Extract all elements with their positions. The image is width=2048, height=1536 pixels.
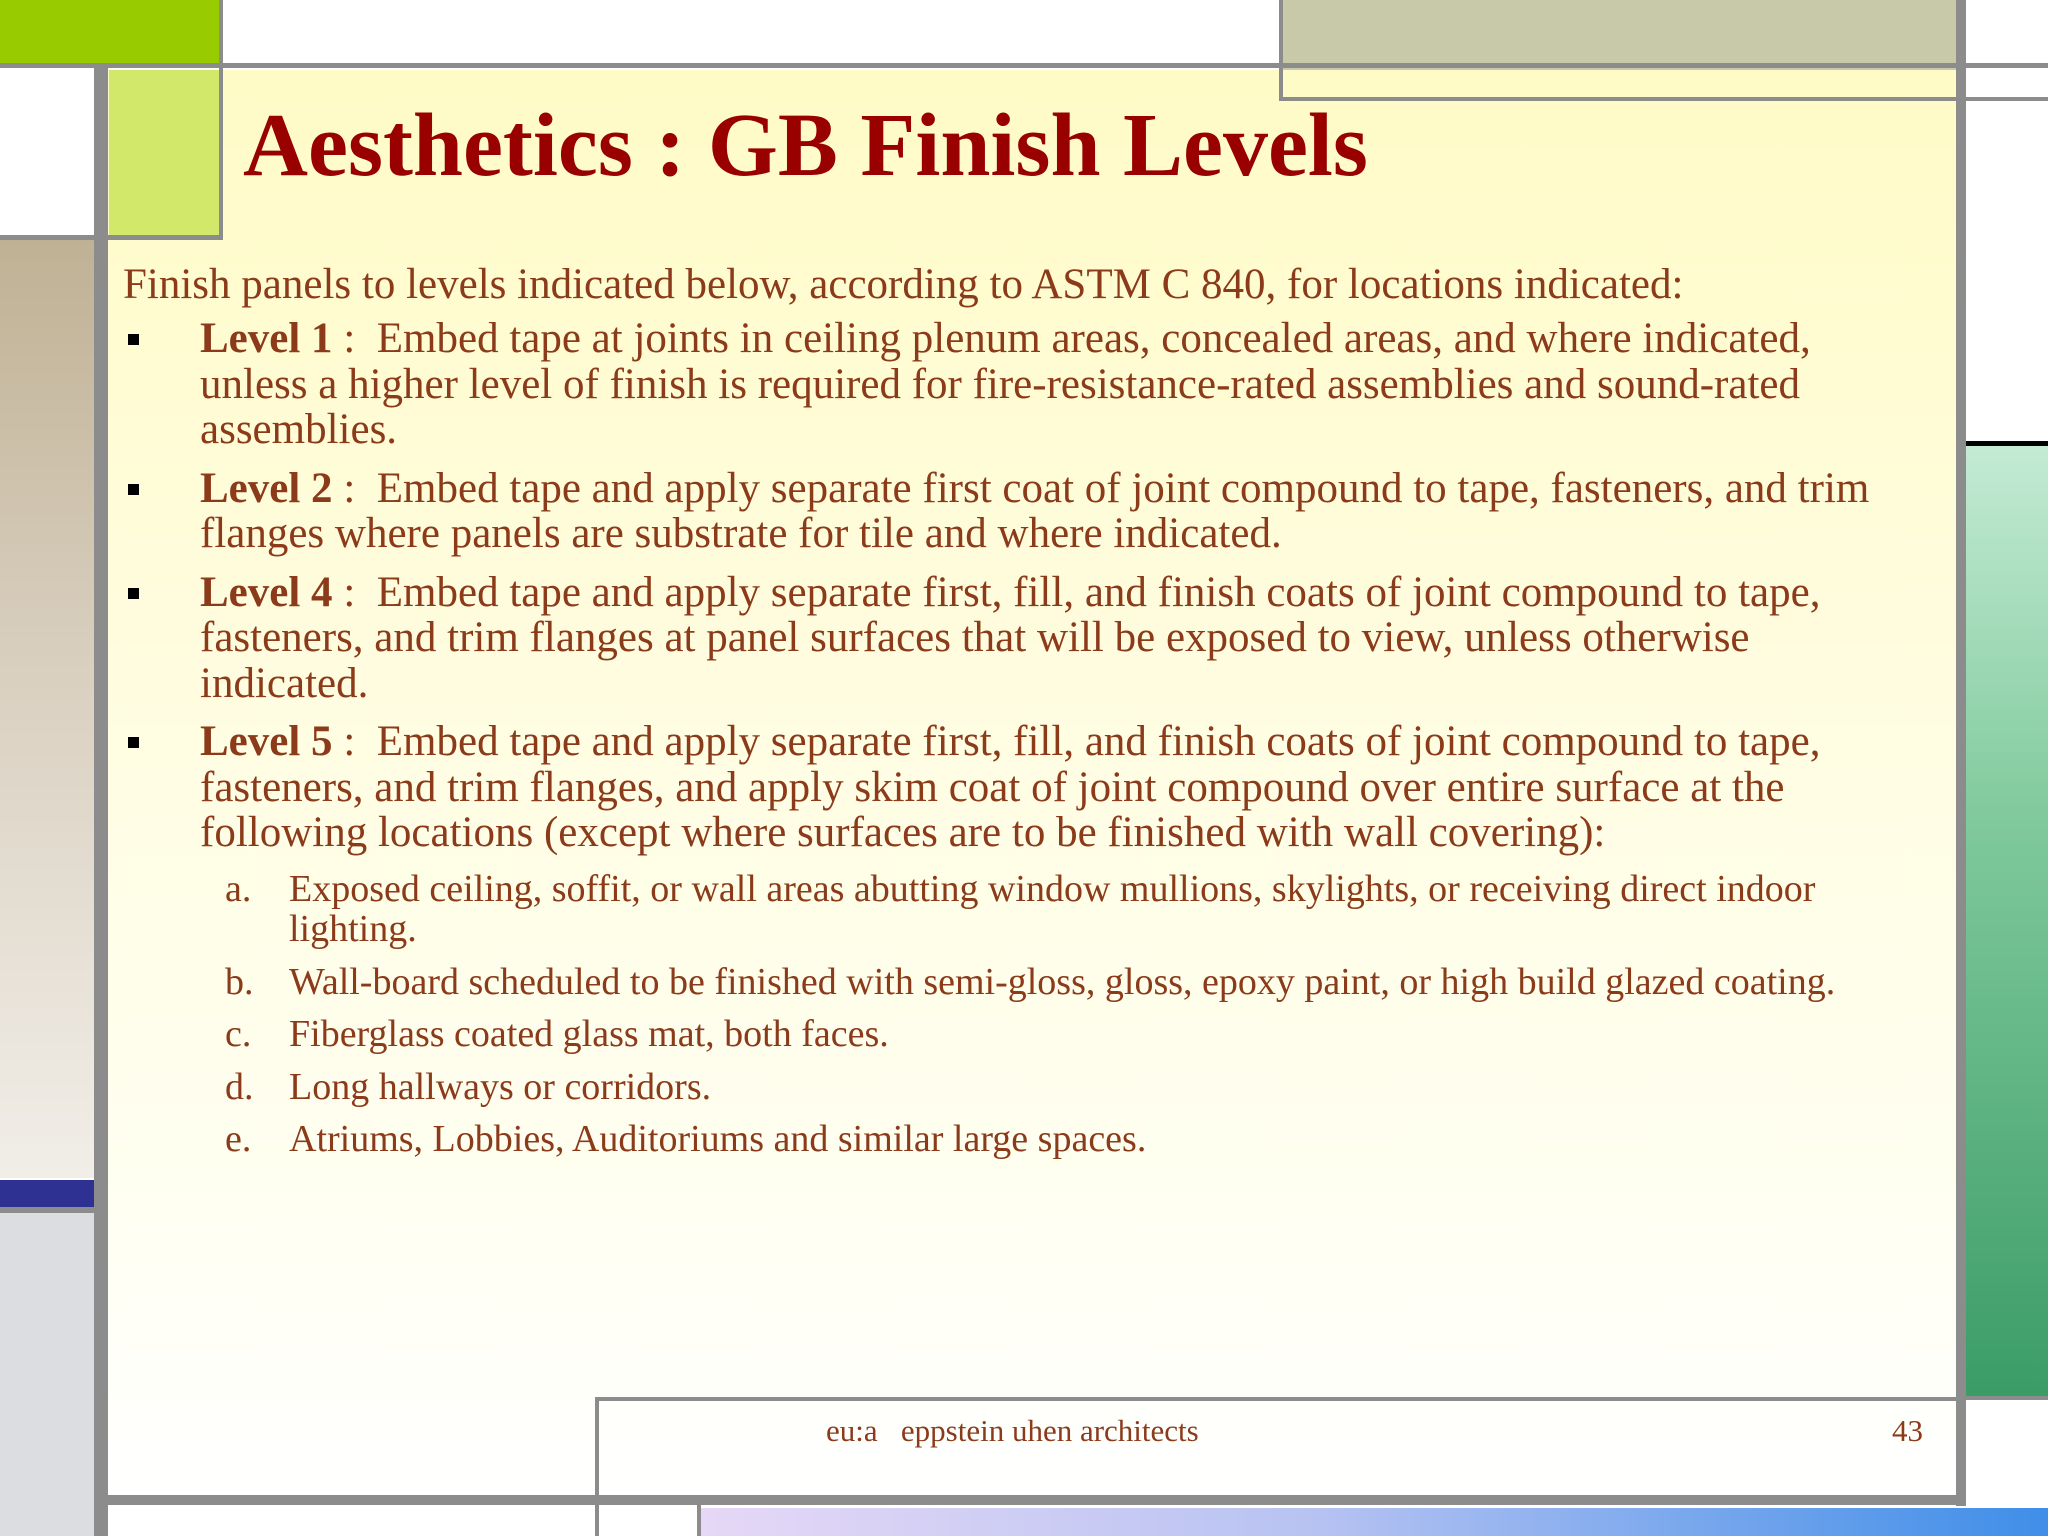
level-description: Embed tape and apply separate first, fill, and finish coats of joint compound to tape, fasteners, and trim flanges, and apply skim coat of joint compound over entire surface at the following locations (except where surfaces are to be finished with wall covering): [200, 718, 1821, 856]
level-label: Level 2 [200, 464, 333, 512]
list-item-text: Wall-board scheduled to be finished with semi-gloss, gloss, epoxy paint, or high build glazed coating. [289, 960, 1836, 1003]
frame-line-khaki-bottom [1279, 97, 2048, 101]
list-item [225, 962, 1923, 1003]
frame-line-left-upper [219, 0, 223, 240]
frame-line-bottom [94, 1495, 1964, 1505]
level-item-5 [123, 719, 1923, 856]
level-description: Embed tape and apply separate first, fill, and finish coats of joint compound to tape, fasteners, and trim flanges at panel surfaces that will be exposed to view, unless otherwise indicated. [200, 568, 1821, 707]
list-marker: a. [225, 867, 252, 910]
list-marker: e. [225, 1118, 252, 1160]
decor-blue-bar [0, 1180, 94, 1208]
list-marker: d. [225, 1065, 254, 1108]
frame-line-right-main [1956, 0, 1966, 1506]
level-label: Level 4 [200, 568, 333, 616]
level-item-2 [123, 466, 1923, 557]
list-marker: c. [225, 1013, 252, 1055]
level-separator: : [332, 568, 377, 616]
list-item [225, 1119, 1923, 1160]
page-number: 43 [1892, 1413, 1923, 1448]
list-item [225, 869, 1923, 950]
frame-line-right-lower [1962, 1396, 2048, 1400]
decor-lime-square [109, 70, 221, 238]
square-bullet-icon [128, 588, 139, 599]
level-label: Level 1 [200, 315, 333, 362]
decor-left-gradient [0, 238, 94, 1178]
decor-green-block [0, 0, 222, 66]
list-item-text: Fiberglass coated glass mat, both faces. [289, 1013, 889, 1055]
frame-line-left-main [94, 66, 108, 1536]
square-bullet-icon [128, 737, 139, 748]
decor-right-black-line [1962, 441, 2048, 446]
list-item [225, 1014, 1923, 1055]
list-item-text: Exposed ceiling, soffit, or wall areas abutting window mullions, skylights, or receiving direct indoor lighting. [289, 867, 1816, 950]
frame-line-footer-left [595, 1397, 599, 1536]
frame-line-bottom-gradient-left [697, 1505, 701, 1536]
level-description: Embed tape at joints in ceiling plenum areas, concealed areas, and where indicated, unless a higher level of finish is required for fire-resistance-rated assemblies and sound-rated assemblies. [200, 315, 1811, 453]
square-bullet-icon [128, 334, 139, 345]
level-item-4 [123, 570, 1923, 707]
level-5-locations-list [225, 869, 1923, 1160]
list-item-text: Atriums, Lobbies, Auditoriums and similar large spaces. [289, 1118, 1147, 1160]
frame-line-top [0, 63, 2048, 68]
intro-text: Finish panels to levels indicated below, according to ASTM C 840, for locations indicated: [123, 261, 1684, 308]
level-separator: : [332, 464, 377, 512]
decor-left-gray-block [0, 1212, 94, 1536]
level-separator: : [332, 718, 377, 765]
decor-right-green-gradient [1962, 444, 2048, 1397]
frame-line-left-divider [0, 1207, 94, 1213]
list-item-text: Long hallways or corridors. [289, 1065, 712, 1108]
footer-text: eu:a eppstein uhen architects [826, 1413, 1199, 1448]
square-bullet-icon [128, 484, 139, 495]
slide-body [123, 262, 1923, 1172]
decor-bottom-gradient [700, 1508, 2048, 1536]
frame-line-khaki-left [1279, 0, 1283, 101]
level-item-1 [123, 316, 1923, 453]
frame-line-left-header [0, 235, 221, 240]
level-description: Embed tape and apply separate first coat of joint compound to tape, fasteners, and trim flanges where panels are substrate for tile and where indicated. [200, 464, 1870, 557]
list-item [225, 1067, 1923, 1108]
page-title: Aesthetics : GB Finish Levels [243, 96, 1368, 195]
list-marker: b. [225, 960, 254, 1003]
level-label: Level 5 [200, 718, 333, 765]
frame-line-footer-top [595, 1397, 1963, 1401]
level-separator: : [332, 315, 377, 362]
